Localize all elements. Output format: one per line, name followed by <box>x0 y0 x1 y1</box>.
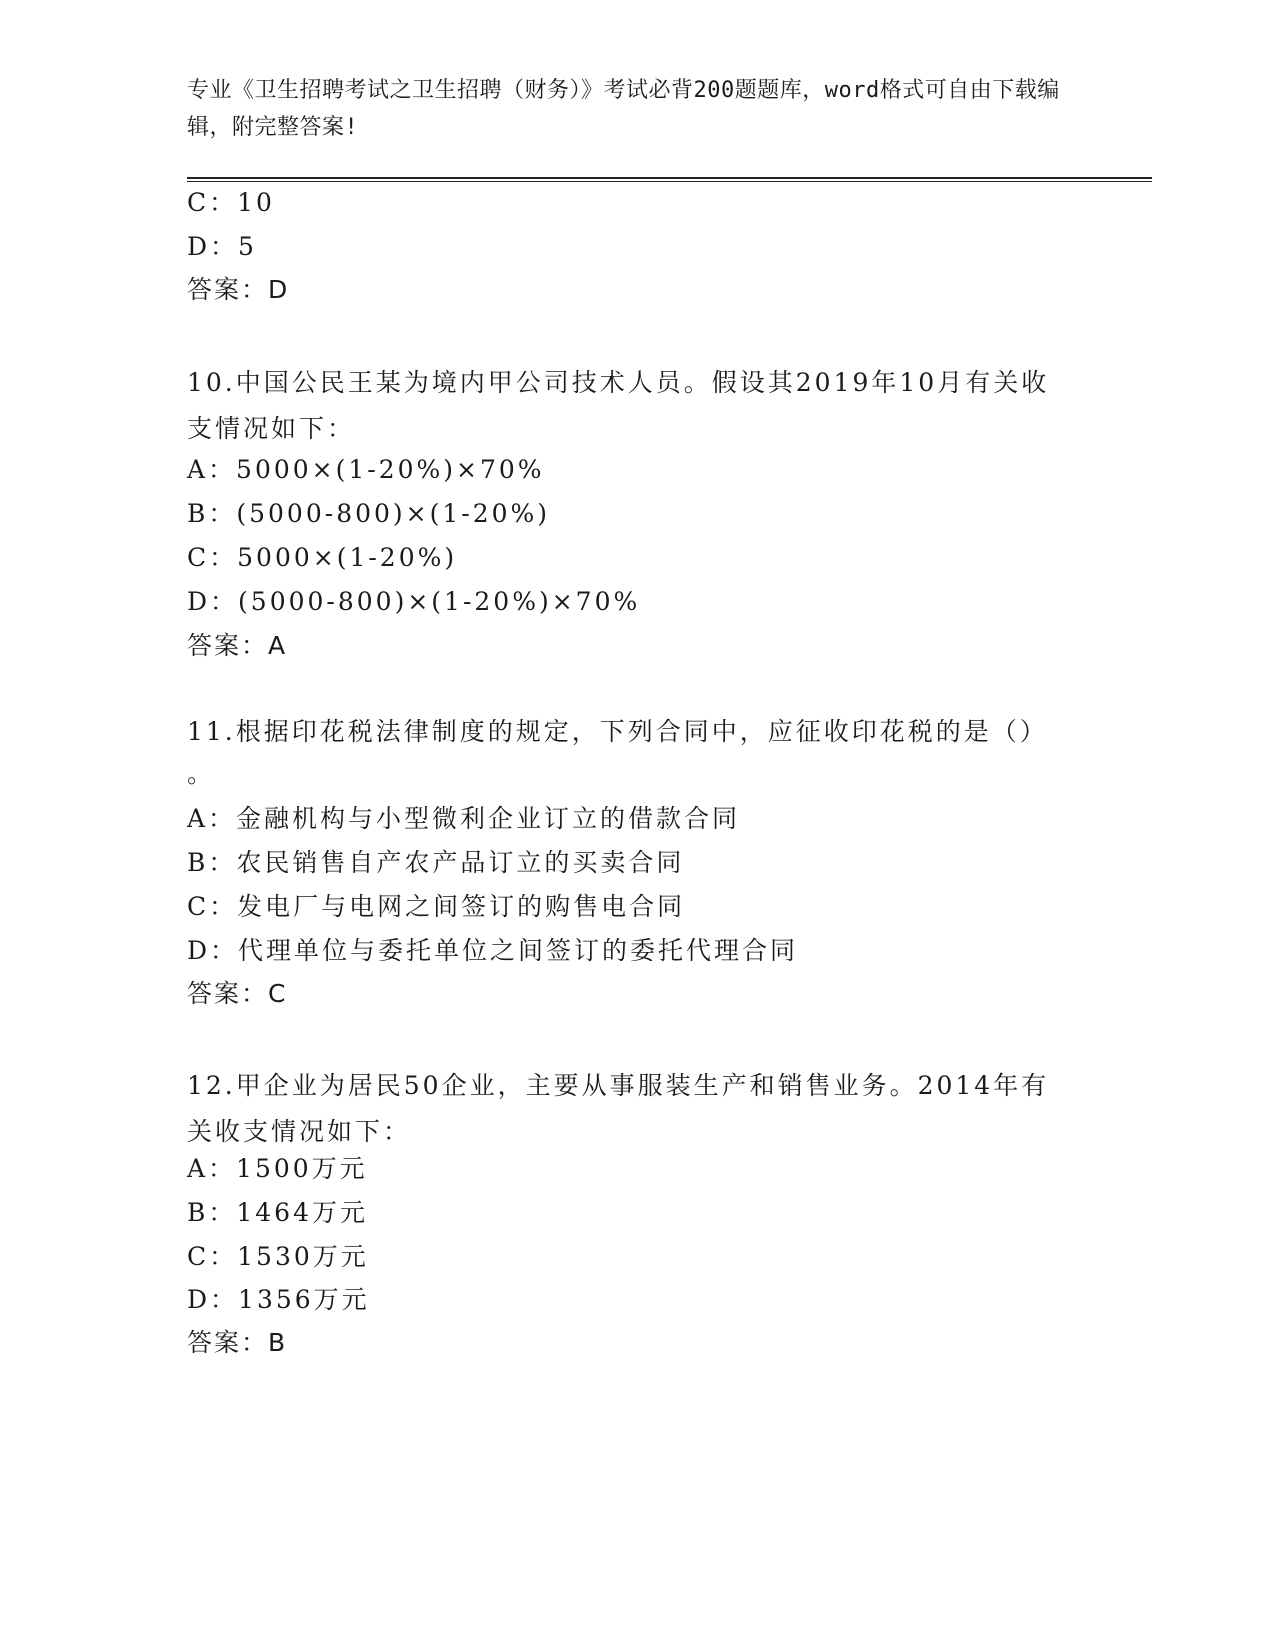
q11-option-a: A：金融机构与小型微利企业订立的借款合同 <box>187 804 741 833</box>
q12-answer: 答案：B <box>187 1328 288 1357</box>
q12-option-a: A：1500万元 <box>187 1154 368 1183</box>
q12-option-c: C：1530万元 <box>187 1242 369 1271</box>
q10-option-a: A：5000×(1-20%)×70% <box>187 455 545 484</box>
header-divider <box>187 177 1152 182</box>
q11-option-d: D：代理单位与委托单位之间签订的委托代理合同 <box>187 936 799 965</box>
q11-option-c: C：发电厂与电网之间签订的购售电合同 <box>187 892 686 921</box>
q12-stem: 12.甲企业为居民50企业，主要从事服装生产和销售业务。2014年有关收支情况如下： <box>187 1071 1050 1146</box>
q12-option-d: D：1356万元 <box>187 1285 370 1314</box>
q9-option-c: C：10 <box>187 188 275 217</box>
q9-option-d: D：5 <box>187 232 257 261</box>
q9-answer: 答案：D <box>187 275 290 304</box>
q11-answer: 答案：C <box>187 979 288 1008</box>
q10-option-d: D：(5000-800)×(1-20%)×70% <box>187 587 641 616</box>
q10-option-b: B：(5000-800)×(1-20%) <box>187 499 551 528</box>
q10-answer: 答案：A <box>187 631 288 660</box>
q12-option-b: B：1464万元 <box>187 1198 368 1227</box>
q11-stem-line1: 11.根据印花税法律制度的规定，下列合同中，应征收印花税的是（） <box>187 717 1048 746</box>
document-header: 专业《卫生招聘考试之卫生招聘（财务）》考试必背200题题库，word格式可自由下载编辑，附完整答案! <box>187 78 1060 140</box>
q11-stem-line2: 。 <box>187 759 216 788</box>
q11-option-b: B：农民销售自产农产品订立的买卖合同 <box>187 848 685 877</box>
q10-stem: 10.中国公民王某为境内甲公司技术人员。假设其2019年10月有关收支情况如下： <box>187 368 1050 443</box>
q10-option-c: C：5000×(1-20%) <box>187 543 458 572</box>
